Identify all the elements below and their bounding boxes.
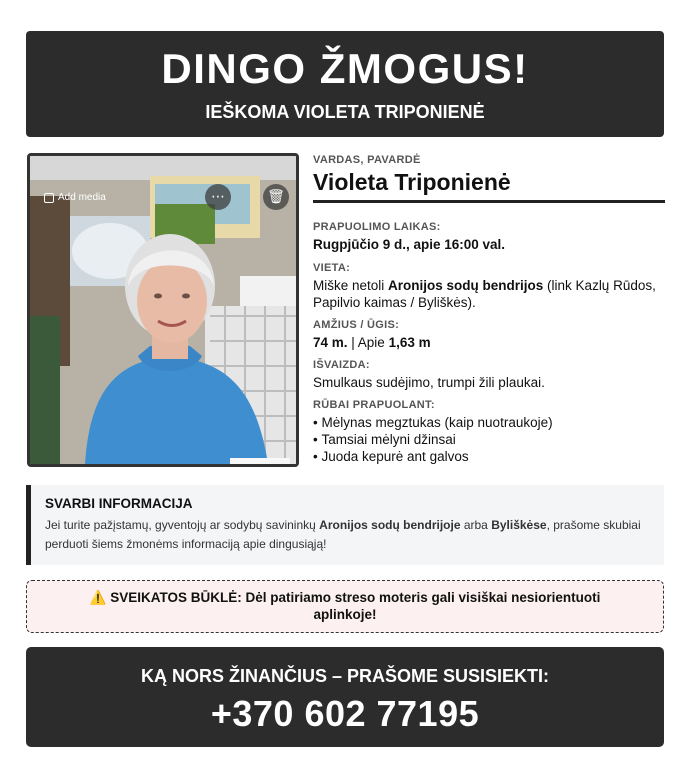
trash-icon: 🗑 bbox=[267, 188, 285, 204]
poster-subtitle: IEŠKOMA VIOLETA TRIPONIENĖ bbox=[205, 102, 485, 122]
add-media-icon bbox=[44, 193, 54, 203]
health-warning-text: SVEIKATOS BŪKLĖ: Dėl patiriamo streso moteris gali visiškai nesiorientuoti aplinkoje! bbox=[110, 590, 601, 622]
more-options-button[interactable] bbox=[205, 184, 231, 210]
notice-text-3: , prašome skubiai perduoti šiems žmonėms informaciją apie dingusiąją! bbox=[45, 518, 641, 551]
clothes-label: RŪBAI PRAPUOLANT: bbox=[313, 399, 435, 411]
time-label: PRAPUOLIMO LAIKAS: bbox=[313, 221, 441, 233]
notice-bold-2: Byliškėse bbox=[491, 518, 547, 532]
add-media-label: Add media bbox=[58, 192, 106, 203]
place-text-pre: Miške netoli bbox=[313, 278, 389, 293]
notice-text-2: arba bbox=[460, 518, 492, 532]
missing-person-photo bbox=[27, 153, 299, 467]
clothes-item: • Tamsiai mėlyni džinsai bbox=[313, 431, 665, 448]
poster-header bbox=[26, 31, 664, 137]
clothes-item: • Mėlynas megztukas (kaip nuotraukoje) bbox=[313, 414, 665, 431]
notice-text-1: Jei turite pažįstamų, gyventojų ar sodybų savininkų bbox=[45, 518, 320, 532]
contact-box bbox=[26, 647, 664, 747]
important-info-text bbox=[45, 516, 645, 554]
appearance-text: Smulkaus sudėjimo, trumpi žili plaukai. bbox=[313, 375, 545, 390]
name-divider bbox=[313, 200, 665, 203]
person-name: Violeta Triponienė bbox=[313, 169, 511, 195]
ellipsis-icon: ⋯ bbox=[211, 188, 225, 204]
age-height-label: AMŽIUS / ŪGIS: bbox=[313, 319, 400, 331]
contact-label: KĄ NORS ŽINANČIUS – PRAŠOME SUSISIEKTI: bbox=[140, 666, 550, 686]
delete-photo-button[interactable] bbox=[263, 184, 289, 210]
place-text bbox=[313, 277, 665, 311]
health-warning-box bbox=[26, 580, 664, 633]
name-label: VARDAS, PAVARDĖ bbox=[313, 154, 421, 166]
important-info-box bbox=[26, 485, 664, 565]
clothes-item: • Juoda kepurė ant galvos bbox=[313, 448, 665, 465]
warning-icon: ⚠️ bbox=[89, 590, 107, 605]
place-highlight: Aronijos sodų bendrijos bbox=[388, 278, 544, 293]
looks-label: IŠVAIZDA: bbox=[313, 359, 370, 371]
age-value: 74 m. bbox=[313, 335, 348, 350]
place-label: VIETA: bbox=[313, 262, 351, 274]
poster-title: DINGO ŽMOGUS! bbox=[161, 45, 529, 92]
place-text-post: (link Kazlų Rūdos, Papilvio kaimas / Byliškės). bbox=[313, 278, 656, 310]
contact-phone[interactable]: +370 602 77195 bbox=[210, 693, 480, 734]
height-value: 1,63 m bbox=[388, 335, 431, 350]
notice-bold-1: Aronijos sodų bendrijoje bbox=[319, 518, 461, 532]
height-separator: | Apie bbox=[347, 335, 389, 350]
important-info-title: SVARBI INFORMACIJA bbox=[45, 496, 193, 511]
age-height bbox=[313, 334, 665, 351]
disappearance-time: Rugpjūčio 9 d., apie 16:00 val. bbox=[313, 237, 506, 252]
add-media-button[interactable] bbox=[40, 188, 112, 208]
clothes-list bbox=[313, 414, 665, 465]
